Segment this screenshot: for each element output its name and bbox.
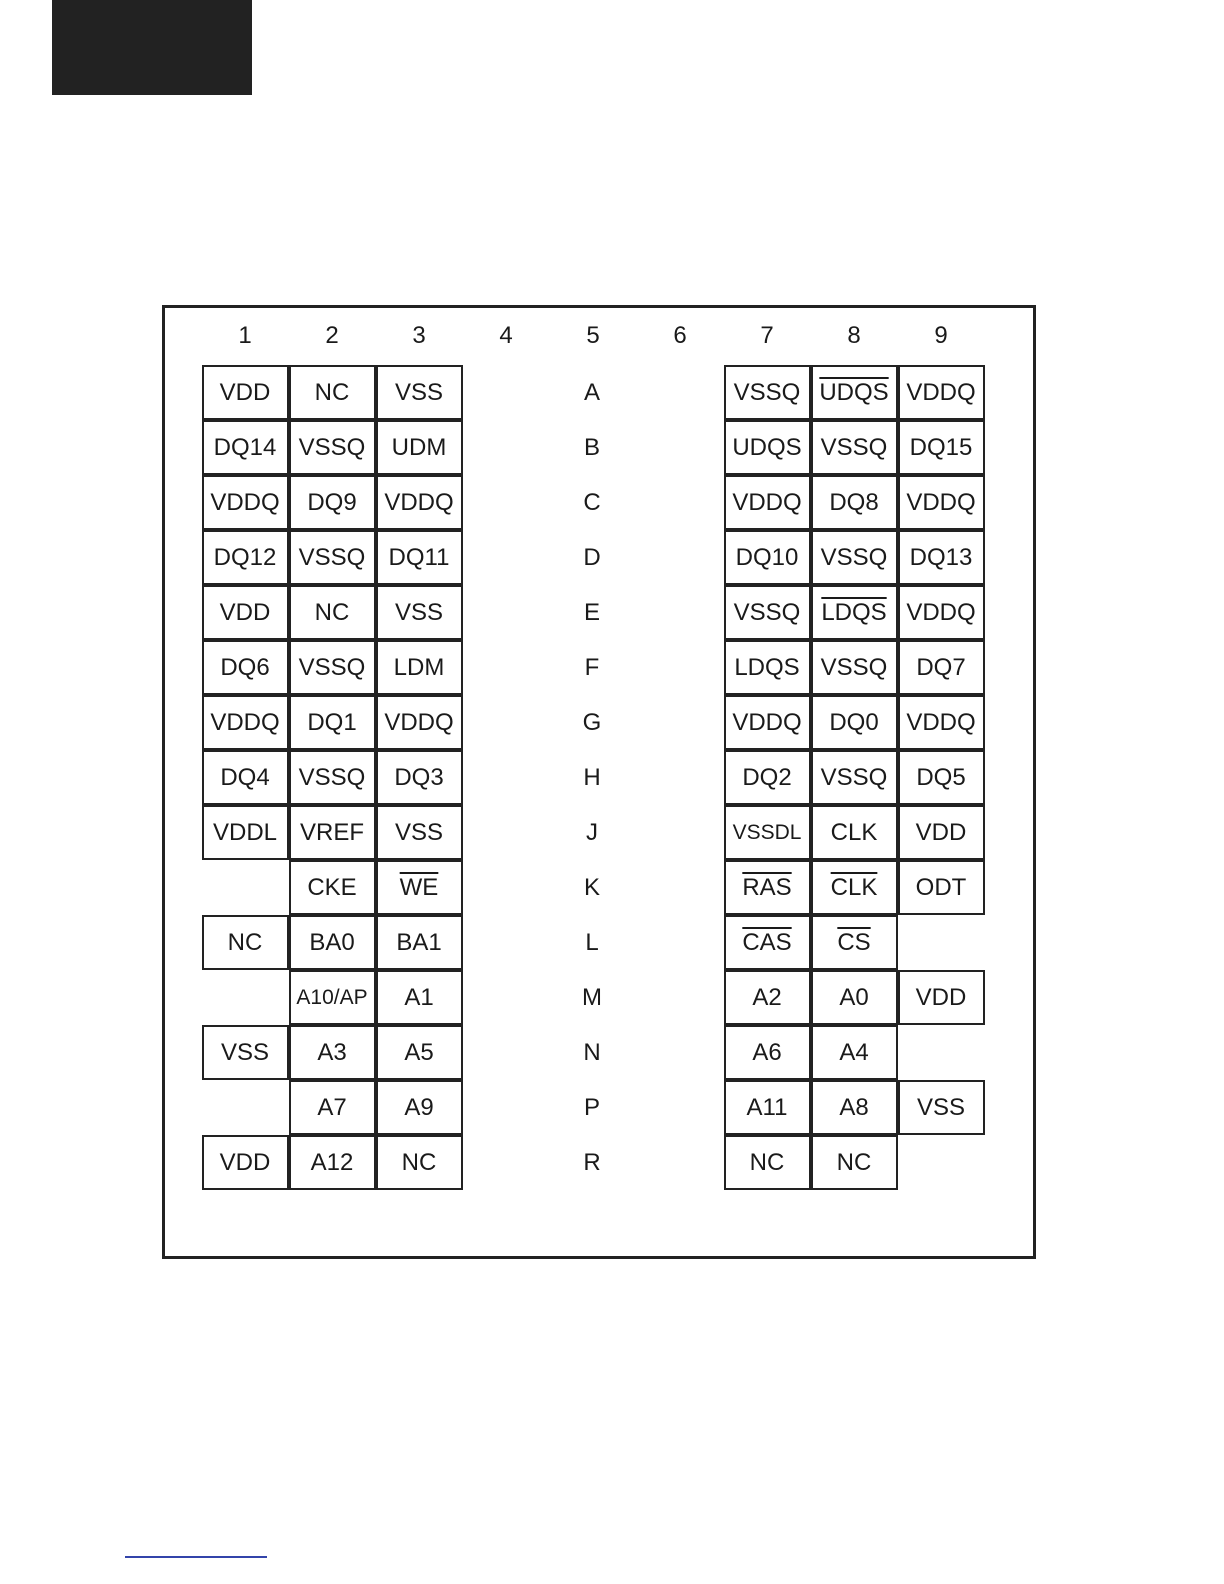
pin-k8 <box>811 860 898 915</box>
pin-label: VSSQ <box>298 434 366 461</box>
column-label-9: 9 <box>934 322 948 349</box>
pin-label: UDM <box>391 434 447 461</box>
pin-r3 <box>376 1135 463 1190</box>
pin-j9 <box>898 805 985 860</box>
pin-g1 <box>202 695 289 750</box>
pin-j2 <box>289 805 376 860</box>
pin-label: NC <box>749 1149 785 1176</box>
pin-label: DQ7 <box>916 654 966 681</box>
pin-label: LDQS <box>734 654 800 681</box>
pin-m8 <box>811 970 898 1025</box>
pin-b9 <box>898 420 985 475</box>
pin-f3 <box>376 640 463 695</box>
pin-label: VSSQ <box>820 764 888 791</box>
pin-label: DQ14 <box>213 434 277 461</box>
pin-label: A9 <box>404 1094 434 1121</box>
pin-g9 <box>898 695 985 750</box>
pin-label: A2 <box>752 984 782 1011</box>
pin-h1 <box>202 750 289 805</box>
pin-n7 <box>724 1025 811 1080</box>
pin-d7 <box>724 530 811 585</box>
pin-p8 <box>811 1080 898 1135</box>
row-label-p: P <box>583 1094 600 1121</box>
pin-b8 <box>811 420 898 475</box>
pin-label: DQ8 <box>829 489 879 516</box>
pin-label: A8 <box>839 1094 869 1121</box>
row-label-l: L <box>585 929 599 956</box>
pin-b7 <box>724 420 811 475</box>
pin-label: DQ5 <box>916 764 966 791</box>
pin-m3 <box>376 970 463 1025</box>
pin-label: BA1 <box>396 929 442 956</box>
pin-label: VDDQ <box>906 709 976 736</box>
row-label-m: M <box>582 984 602 1011</box>
pin-f2 <box>289 640 376 695</box>
pin-label: A3 <box>317 1039 347 1066</box>
pin-label: VSSQ <box>298 764 366 791</box>
pin-label: A10/AP <box>296 986 368 1009</box>
row-label-k: K <box>583 874 600 901</box>
pin-b1 <box>202 420 289 475</box>
pin-label: DQ0 <box>829 709 879 736</box>
pin-r7 <box>724 1135 811 1190</box>
pin-h9 <box>898 750 985 805</box>
pin-label: $\overline{WE}$ <box>399 874 439 901</box>
pin-c8 <box>811 475 898 530</box>
pin-label: VDDQ <box>906 489 976 516</box>
pin-label: A4 <box>839 1039 869 1066</box>
pin-n8 <box>811 1025 898 1080</box>
pin-n2 <box>289 1025 376 1080</box>
pin-p7 <box>724 1080 811 1135</box>
pin-a1 <box>202 365 289 420</box>
pin-label: DQ10 <box>735 544 799 571</box>
pin-label: $\overline{CLK}$ <box>830 874 878 901</box>
pin-label: VSS <box>394 819 444 846</box>
pin-label: VDDQ <box>906 599 976 626</box>
pin-f7 <box>724 640 811 695</box>
pin-f9 <box>898 640 985 695</box>
pin-e3 <box>376 585 463 640</box>
pin-label: VDDQ <box>732 489 802 516</box>
pin-label: $\overline{CAS}$ <box>742 929 792 956</box>
footer-link-underline <box>125 1556 267 1558</box>
row-label-g: G <box>582 709 602 736</box>
pin-g3 <box>376 695 463 750</box>
pin-label: VSS <box>220 1039 270 1066</box>
pin-label: DQ12 <box>213 544 277 571</box>
pin-g8 <box>811 695 898 750</box>
pin-label: UDQS <box>732 434 802 461</box>
row-label-e: E <box>583 599 600 626</box>
pin-p3 <box>376 1080 463 1135</box>
pin-label: VDDQ <box>906 379 976 406</box>
pin-label: VSSQ <box>820 434 888 461</box>
row-label-d: D <box>583 544 601 571</box>
pin-label: VSSQ <box>733 379 801 406</box>
row-label-h: H <box>583 764 601 791</box>
pin-f8 <box>811 640 898 695</box>
pin-label: VSSQ <box>298 654 366 681</box>
pin-d9 <box>898 530 985 585</box>
pin-label: NC <box>314 379 350 406</box>
pin-label: DQ6 <box>220 654 270 681</box>
pin-c2 <box>289 475 376 530</box>
pin-label: BA0 <box>309 929 355 956</box>
pin-n1 <box>202 1025 289 1080</box>
pin-label: DQ11 <box>388 544 450 571</box>
pin-label: $\overline{CS}$ <box>837 929 871 956</box>
column-label-3: 3 <box>412 322 426 349</box>
pin-label: DQ15 <box>909 434 973 461</box>
pin-a9 <box>898 365 985 420</box>
pin-g7 <box>724 695 811 750</box>
pin-label: VDD <box>219 379 271 406</box>
pin-k9 <box>898 860 985 915</box>
pin-label: LDQS <box>821 599 887 626</box>
pin-label: A11 <box>746 1094 788 1121</box>
pin-label: VDDQ <box>732 709 802 736</box>
pin-c1 <box>202 475 289 530</box>
pin-d8 <box>811 530 898 585</box>
pin-label: DQ9 <box>307 489 357 516</box>
pin-label: A6 <box>752 1039 782 1066</box>
pin-r8 <box>811 1135 898 1190</box>
pin-label: VSSQ <box>298 544 366 571</box>
pin-label: UDQS <box>819 379 889 406</box>
pin-label: CKE <box>307 874 357 901</box>
row-label-c: C <box>583 489 601 516</box>
pin-label: DQ2 <box>742 764 792 791</box>
column-label-2: 2 <box>325 322 339 349</box>
pin-j7 <box>724 805 811 860</box>
pin-a7 <box>724 365 811 420</box>
pin-label: DQ1 <box>307 709 357 736</box>
pin-label: DQ13 <box>909 544 973 571</box>
pin-n3 <box>376 1025 463 1080</box>
pin-c3 <box>376 475 463 530</box>
pin-label: VDD <box>219 599 271 626</box>
pin-l1 <box>202 915 289 970</box>
pin-label: ODT <box>915 874 967 901</box>
pin-d2 <box>289 530 376 585</box>
pin-f1 <box>202 640 289 695</box>
pin-label: VSSQ <box>733 599 801 626</box>
pin-e1 <box>202 585 289 640</box>
column-label-7: 7 <box>760 322 774 349</box>
pin-k7 <box>724 860 811 915</box>
pin-label: A1 <box>404 984 434 1011</box>
pin-m9 <box>898 970 985 1025</box>
pin-p2 <box>289 1080 376 1135</box>
pin-e8 <box>811 585 898 640</box>
pin-label: VSSQ <box>820 654 888 681</box>
pin-j3 <box>376 805 463 860</box>
pin-r1 <box>202 1135 289 1190</box>
pin-l2 <box>289 915 376 970</box>
pin-label: VDDQ <box>384 709 454 736</box>
pin-label: NC <box>227 929 263 956</box>
pin-h3 <box>376 750 463 805</box>
pin-h7 <box>724 750 811 805</box>
pin-label: A12 <box>310 1149 354 1176</box>
column-label-5: 5 <box>586 322 600 349</box>
pin-label: VDDQ <box>210 709 280 736</box>
row-label-r: R <box>583 1149 601 1176</box>
pin-label: VDDQ <box>384 489 454 516</box>
column-label-6: 6 <box>673 322 687 349</box>
pin-k3 <box>376 860 463 915</box>
pin-label: VDD <box>915 984 967 1011</box>
pin-a3 <box>376 365 463 420</box>
pin-label: VSSQ <box>820 544 888 571</box>
pin-e2 <box>289 585 376 640</box>
row-label-j: J <box>586 819 598 846</box>
row-label-a: A <box>583 379 600 406</box>
column-label-4: 4 <box>499 322 513 349</box>
pin-h8 <box>811 750 898 805</box>
pin-r2 <box>289 1135 376 1190</box>
column-label-1: 1 <box>238 322 252 349</box>
pin-e7 <box>724 585 811 640</box>
pin-d1 <box>202 530 289 585</box>
pin-l3 <box>376 915 463 970</box>
pin-label: LDM <box>393 654 445 681</box>
pin-m2 <box>289 970 376 1025</box>
pin-label: VSS <box>394 599 444 626</box>
pin-label: DQ3 <box>394 764 444 791</box>
pin-c9 <box>898 475 985 530</box>
column-label-8: 8 <box>847 322 861 349</box>
pin-h2 <box>289 750 376 805</box>
pin-j8 <box>811 805 898 860</box>
pin-label: A5 <box>404 1039 434 1066</box>
pin-a8 <box>811 365 898 420</box>
pin-b3 <box>376 420 463 475</box>
pin-a2 <box>289 365 376 420</box>
pin-c7 <box>724 475 811 530</box>
pin-j1 <box>202 805 289 860</box>
pin-label: NC <box>836 1149 872 1176</box>
pin-label: VDD <box>219 1149 271 1176</box>
pin-label: DQ4 <box>220 764 270 791</box>
pin-label: VDD <box>915 819 967 846</box>
pin-m7 <box>724 970 811 1025</box>
pin-label: A7 <box>317 1094 347 1121</box>
pin-label: VSS <box>394 379 444 406</box>
row-label-f: F <box>584 654 600 681</box>
pin-label: NC <box>401 1149 437 1176</box>
pin-label: VDDL <box>212 819 278 846</box>
header-black-block <box>52 0 252 95</box>
pin-label: NC <box>314 599 350 626</box>
row-label-b: B <box>583 434 600 461</box>
row-label-n: N <box>583 1039 601 1066</box>
pin-label: VREF <box>299 819 364 846</box>
pin-label: CLK <box>830 819 878 846</box>
pin-label: A0 <box>839 984 869 1011</box>
pin-label: $\overline{RAS}$ <box>742 874 792 901</box>
pin-b2 <box>289 420 376 475</box>
pin-label: VSSDL <box>732 821 802 844</box>
pin-e9 <box>898 585 985 640</box>
pin-p9 <box>898 1080 985 1135</box>
pin-d3 <box>376 530 463 585</box>
pin-k2 <box>289 860 376 915</box>
pin-g2 <box>289 695 376 750</box>
pin-label: VDDQ <box>210 489 280 516</box>
pin-l7 <box>724 915 811 970</box>
pin-label: VSS <box>916 1094 966 1121</box>
pin-l8 <box>811 915 898 970</box>
